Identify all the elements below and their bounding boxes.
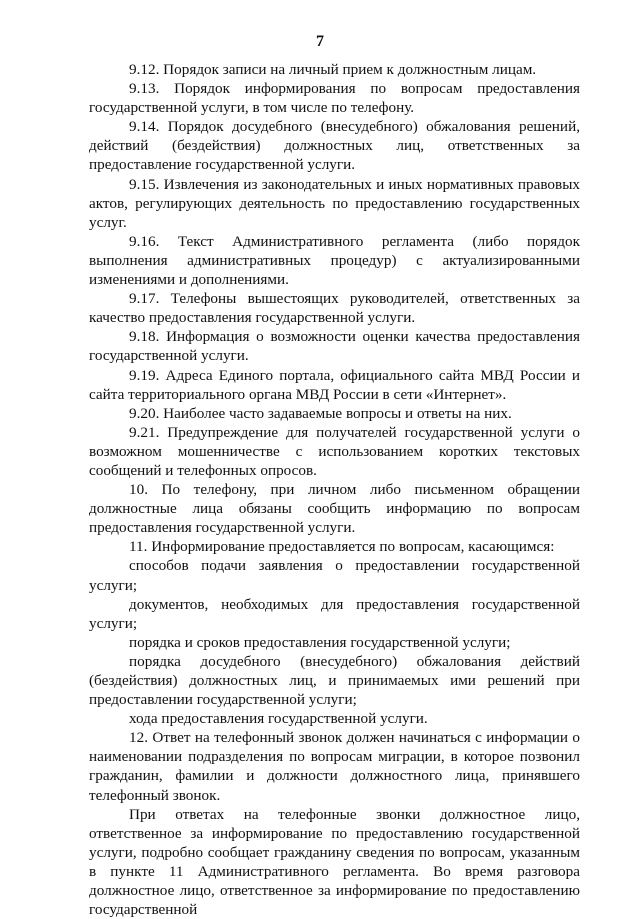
list-item-submission-methods: способов подачи заявления о предоставлении государственной услуги; [89,557,580,594]
document-body [89,60,580,919]
paragraph-10: 10. По телефону, при личном либо письменном обращении должностные лица обязаны сообщить информацию по вопросам предоставления государственной услуги. [89,481,580,537]
paragraph-9-15: 9.15. Извлечения из законодательных и иных нормативных правовых актов, регулирующих деятельность по предоставлению государственных услуг. [89,175,580,231]
list-item-required-documents: документов, необходимых для предоставления государственной услуги; [89,595,580,632]
list-item-service-progress: хода предоставления государственной услуги. [129,710,428,728]
paragraph-9-19: 9.19. Адреса Единого портала, официального сайта МВД России и сайта территориального органа МВД России в сети «Интернет». [89,366,580,403]
paragraph-9-20: 9.20. Наиболее часто задаваемые вопросы и ответы на них. [129,404,512,422]
paragraph-12: 12. Ответ на телефонный звонок должен начинаться с информации о наименовании подразделения по вопросам миграции, в которое позвонил гражданин, фамилии и должности должностного лица, принявшего телефонный звонок. [89,729,580,804]
paragraph-phone-answers: При ответах на телефонные звонки должностное лицо, ответственное за информирование по предоставлению государственной услуги, подробно сообщает гражданину сведения по вопросам, указанным в пункте 11 Административного регламента. Во время разговора должностное лицо, ответственное за информирование по предоставлению государственной [89,805,580,919]
paragraph-9-12: 9.12. Порядок записи на личный прием к должностным лицам. [129,61,537,78]
list-item-appeal-procedure: порядка досудебного (внесудебного) обжалования действий (бездействия) должностных лиц, и принимаемых ими решений при предоставлении государственной услуги; [89,652,580,709]
list-item-procedure-and-terms: порядка и сроков предоставления государственной услуги; [129,633,511,651]
page-number: 7 [316,33,324,50]
paragraph-9-21: 9.21. Предупреждение для получателей государственной услуги о возможном мошенничестве с использованием коротких текстовых сообщений и телефонных опросов. [89,423,580,479]
paragraph-9-17: 9.17. Телефоны вышестоящих руководителей, ответственных за качество предоставления государственной услуги. [89,290,580,327]
paragraph-11: 11. Информирование предоставляется по вопросам, касающимся: [129,538,555,556]
paragraph-9-16: 9.16. Текст Административного регламента (либо порядок выполнения административных процедур) с актуализированными изменениями и дополнениями. [89,232,580,289]
paragraph-9-14: 9.14. Порядок досудебного (внесудебного) обжалования решений, действий (бездействия) должностных лиц, ответственных за предоставление государственной услуги. [89,118,580,174]
paragraph-9-18: 9.18. Информация о возможности оценки качества предоставления государственной услуги. [89,328,580,365]
paragraph-9-13: 9.13. Порядок информирования по вопросам предоставления государственной услуги, в том числе по телефону. [89,80,580,117]
